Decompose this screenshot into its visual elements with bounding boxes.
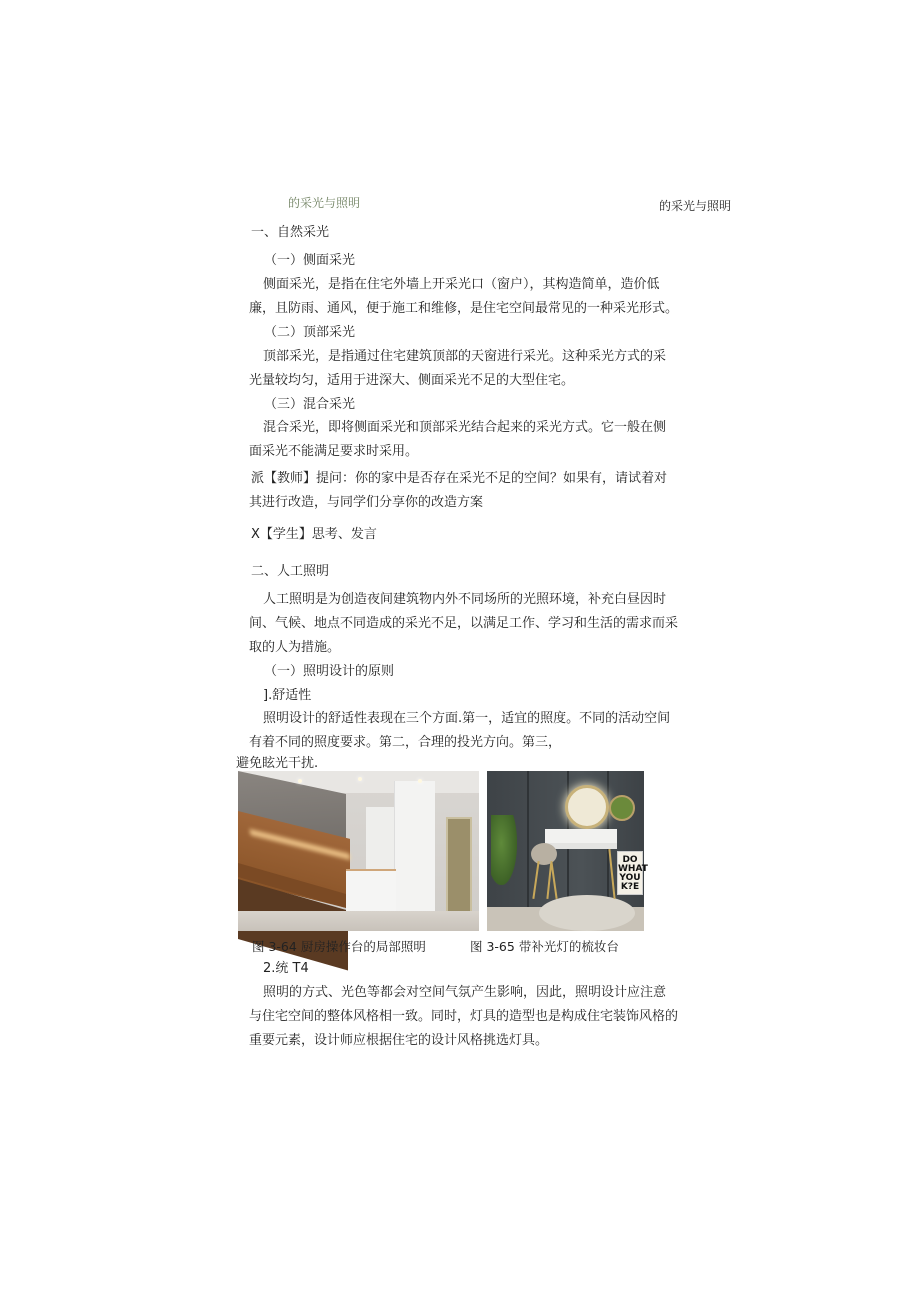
paragraph-line: 与住宅空间的整体风格相一致。同时，灯具的造型也是构成住宅装饰风格的 — [249, 1009, 679, 1024]
paragraph-line: 光量较均匀，适用于进深大、侧面采光不足的大型住宅。 — [249, 373, 575, 388]
paragraph-line: 面采光不能满足要求时采用。 — [249, 444, 419, 459]
student-activity: X【学生】思考、发言 — [251, 527, 377, 542]
figure-caption: 图 3-65 带补光灯的梳妆台 — [470, 939, 619, 954]
paragraph-line: 顶部采光，是指通过住宅建筑顶部的天窗进行采光。这种采光方式的采 — [263, 349, 667, 364]
paragraph-line: 混合采光，即将侧面采光和顶部采光结合起来的采光方式。它一般在侧 — [263, 420, 667, 435]
subsection-heading: （二）顶部采光 — [264, 325, 356, 340]
subsection-heading: （一）侧面采光 — [264, 253, 356, 268]
paragraph-line: 间、气候、地点不同造成的采光不足，以满足工作、学习和生活的需求而采 — [249, 616, 679, 631]
section-heading: 二、人工照明 — [251, 564, 330, 579]
paragraph-line: 廉，且防雨、通风，便于施工和维修，是住宅空间最常见的一种采光形式。 — [249, 301, 679, 316]
figure-caption: 图 3-64 厨房操作台的局部照明 — [252, 939, 426, 954]
kitchen-photo — [238, 771, 479, 931]
item-heading: ].舒适性 — [263, 688, 312, 703]
paragraph-line: 侧面采光，是指在住宅外墙上开采光口（窗户），其构造简单，造价低 — [263, 277, 660, 292]
poster-sign: DO WHAT YOU K?E — [617, 851, 643, 895]
running-header-right: 的采光与照明 — [659, 199, 732, 213]
teacher-prompt-line: 其进行改造，与同学们分享你的改造方案 — [249, 495, 484, 510]
paragraph-line: 重要元素，设计师应根据住宅的设计风格挑选灯具。 — [249, 1033, 549, 1048]
subsection-heading: （三）混合采光 — [264, 397, 356, 412]
item-heading: 2.统 T4 — [263, 961, 309, 976]
teacher-prompt-line: 派【教师】提问：你的家中是否存在采光不足的空间？如果有，请试着对 — [251, 471, 668, 486]
vanity-photo — [487, 771, 648, 931]
section-heading: 一、自然采光 — [251, 225, 330, 240]
subsection-heading: （一）照明设计的原则 — [264, 664, 395, 679]
paragraph-line: 取的人为措施。 — [249, 640, 341, 655]
paragraph-line: 人工照明是为创造夜间建筑物内外不同场所的光照环境，补充白昼因时 — [263, 592, 667, 607]
paragraph-line: 照明设计的舒适性表现在三个方面.第一，适宜的照度。不同的活动空间 — [263, 711, 671, 726]
running-header-left: 的采光与照明 — [288, 196, 361, 210]
paragraph-line: 照明的方式、光色等都会对空间气氛产生影响，因此，照明设计应注意 — [263, 985, 667, 1000]
paragraph-line: 避免眩光干扰. — [236, 756, 319, 771]
paragraph-line: 有着不同的照度要求。第二，合理的投光方向。第三， — [249, 735, 562, 750]
